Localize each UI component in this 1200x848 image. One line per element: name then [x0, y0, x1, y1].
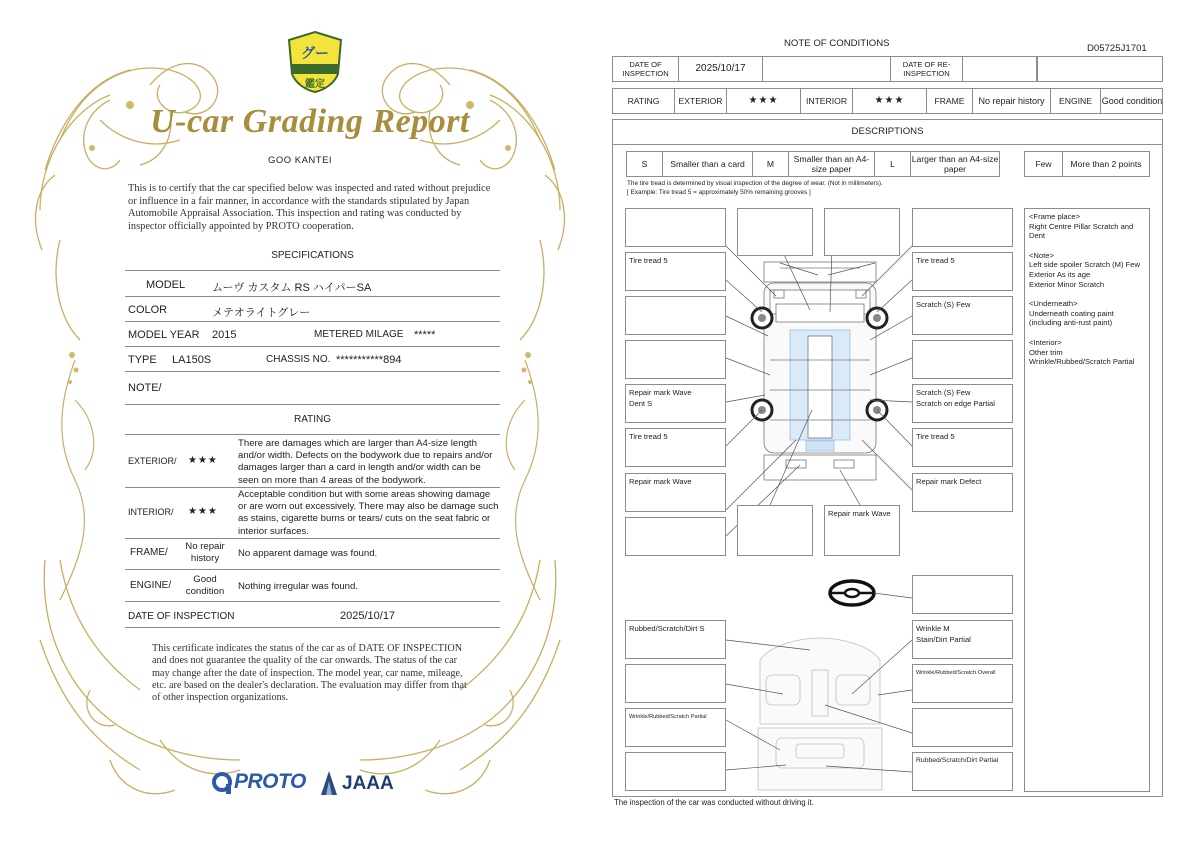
engine-label: ENGINE/: [130, 580, 172, 591]
note-text: Wrinkle/Rubbed/Scratch Overall: [916, 670, 996, 676]
frame-label: FRAME: [927, 89, 973, 113]
exterior-description: There are damages which are larger than A4-size length and/or width. Defects on the bodywork due to repairs and/or damages larger than a card in length and/or width can be seen on more than 4 areas of the bodywork.: [238, 438, 493, 486]
note-text: Repair mark Defect: [916, 477, 982, 486]
report-title: U-car Grading Report: [150, 103, 470, 140]
interior-note-box: [625, 708, 726, 747]
divider: [125, 270, 500, 271]
type-value: LA150S: [172, 354, 212, 366]
interior-stars: ★★★: [188, 506, 218, 517]
descriptions-heading: DESCRIPTIONS: [851, 126, 924, 137]
exterior-note-box: [625, 473, 726, 512]
exterior-note-box: [912, 384, 1013, 423]
engine-value: Good condition: [185, 574, 225, 597]
type-label: TYPE: [128, 354, 157, 366]
legend-s: S: [627, 152, 663, 176]
spacer: [1029, 328, 1145, 338]
proto-logo-icon: [212, 770, 234, 796]
note-text: Tire tread 5: [916, 432, 955, 441]
divider: [125, 601, 500, 602]
note-of-conditions: [600, 0, 1200, 848]
exterior-label: EXTERIOR: [675, 89, 727, 113]
noc-title: NOTE OF CONDITIONS: [784, 38, 890, 49]
notes-column: [1024, 208, 1150, 792]
interior-note-box: [912, 664, 1013, 703]
note-text-1: Left side spoiler Scratch (M) Few: [1029, 260, 1140, 270]
exterior-note-box: [912, 340, 1013, 379]
divider: [125, 627, 500, 628]
interior-note-box: [912, 752, 1013, 791]
interior-label: INTERIOR: [801, 89, 853, 113]
date-of-inspection-value: 2025/10/17: [679, 57, 763, 81]
divider: [125, 487, 500, 488]
interior-note-box: [625, 664, 726, 703]
interior-note-box: [912, 708, 1013, 747]
frame-place-text: Right Centre Pillar Scratch and Dent: [1029, 221, 1134, 241]
interior-text-1: Other trim: [1029, 347, 1063, 357]
note-text: Tire tread 5: [629, 256, 668, 265]
exterior-note-box: [824, 505, 900, 556]
engine-value: Good condition: [1101, 96, 1163, 106]
legend-few: Few: [1025, 152, 1063, 176]
divider: [125, 538, 500, 539]
exterior-label: EXTERIOR/: [128, 456, 177, 466]
note-text: Wrinkle M: [916, 624, 950, 633]
rating-heading: RATING: [293, 414, 332, 425]
note-text: Dent S: [629, 399, 653, 408]
note-heading: <Note>: [1029, 250, 1054, 260]
note-text: Repair mark Wave: [828, 509, 891, 518]
note-text: Scratch (S) Few: [916, 300, 971, 309]
interior-note-box: [625, 620, 726, 659]
exterior-note-box: [737, 208, 813, 256]
inspection-date-label: DATE OF INSPECTION: [128, 611, 235, 622]
specifications-heading: SPECIFICATIONS: [271, 250, 354, 261]
tire-note-1: The tire tread is determined by visual inspection of the degree of wear. (Not in millimeters).: [627, 180, 883, 187]
inspection-date-value: 2025/10/17: [340, 610, 396, 622]
exterior-stars: ★★★: [727, 89, 801, 113]
chassis-value: ***********894: [336, 354, 402, 366]
interior-text-2: Wrinkle/Rubbed/Scratch Partial: [1029, 357, 1135, 367]
badge-top-text: グー: [301, 45, 329, 61]
inspection-footer: The inspection of the car was conducted without driving it.: [614, 798, 814, 807]
divider: [125, 434, 500, 435]
document-id: D05725J1701: [1087, 43, 1147, 54]
exterior-note-box: [625, 384, 726, 423]
model-value: ムーヴ カスタム RS ハイパーSA: [212, 282, 372, 294]
frame-label: FRAME/: [130, 547, 168, 558]
spacer: [1029, 241, 1145, 251]
report-subtitle: GOO KANTEI: [267, 155, 333, 166]
legend-l: L: [875, 152, 911, 176]
legend-s-desc: Smaller than a card: [663, 152, 753, 176]
underneath-heading: <Underneath>: [1029, 299, 1078, 309]
exterior-note-box: [912, 296, 1013, 335]
engine-label: ENGINE: [1051, 89, 1101, 113]
note-text: Scratch on edge Partial: [916, 399, 995, 408]
interior-stars: ★★★: [853, 89, 927, 113]
reinspection-label: DATE OF RE-INSPECTION: [891, 57, 963, 81]
interior-note-box: [912, 620, 1013, 659]
divider: [125, 296, 500, 297]
model-label: MODEL: [146, 279, 186, 291]
note-text: Rubbed/Scratch/Dirt Partial: [916, 757, 999, 764]
note-text: Wrinkle/Rubbed/Scratch Partial: [629, 714, 707, 720]
exterior-note-box: [625, 296, 726, 335]
model-year-label: MODEL YEAR: [128, 329, 200, 341]
exterior-note-box: [912, 473, 1013, 512]
metered-mileage-label: METERED MILAGE: [314, 329, 404, 340]
divider: [125, 346, 500, 347]
note-text: Tire tread 5: [629, 432, 668, 441]
goo-kantei-badge-icon: [286, 30, 344, 94]
divider: [125, 569, 500, 570]
color-label: COLOR: [128, 304, 168, 316]
proto-logo-text: PROTO: [234, 770, 306, 793]
frame-value: No repair history: [973, 89, 1051, 113]
chassis-label: CHASSIS NO.: [266, 354, 331, 365]
legend-l-desc: Larger than an A4-size paper: [911, 154, 999, 174]
legend-few-desc: More than 2 points: [1070, 159, 1142, 169]
note-label: NOTE/: [128, 382, 162, 394]
frame-description: No apparent damage was found.: [238, 548, 378, 559]
note-text: Scratch (S) Few: [916, 388, 971, 397]
underneath-text: Underneath coating paint (including anti-rust paint): [1029, 308, 1114, 328]
exterior-note-box: [625, 252, 726, 291]
exterior-note-box: [737, 505, 813, 556]
interior-label: INTERIOR/: [128, 507, 174, 517]
divider: [125, 371, 500, 372]
note-text: Repair mark Wave: [629, 477, 692, 486]
engine-description: Nothing irregular was found.: [238, 581, 358, 592]
divider: [125, 404, 500, 405]
exterior-note-box: [824, 208, 900, 256]
jaaa-logo-text: JAAA: [342, 773, 394, 794]
note-text-3: Exterior Minor Scratch: [1029, 279, 1105, 289]
exterior-note-box: [625, 340, 726, 379]
note-text: Stain/Dirt Partial: [916, 635, 971, 644]
legend-m-desc: Smaller than an A4-size paper: [789, 152, 875, 176]
exterior-stars: ★★★: [188, 455, 218, 466]
exterior-note-box: [912, 252, 1013, 291]
frame-place-heading: <Frame place>: [1029, 212, 1081, 221]
note-text: Repair mark Wave: [629, 388, 692, 397]
exterior-note-box: [625, 208, 726, 247]
exterior-note-box: [912, 428, 1013, 467]
tire-note-2: [ Example: Tire tread 5 = approximately 50% remaining grooves ]: [627, 189, 811, 196]
certificate-footer-note: This certificate indicates the status of the car as of DATE OF INSPECTION and does not guarantee the quality of the car onwards. The status of the car may change after the date of inspection. The model year, car name, mileage, etc. are based on the dealer's declaration. The evaluation may differ from that of other inspection organizations.: [152, 643, 467, 704]
legend-m: M: [753, 152, 789, 176]
frame-value: No repair history: [185, 541, 225, 564]
exterior-note-box: [625, 517, 726, 556]
jaaa-logo-icon: [318, 769, 340, 797]
note-text: Tire tread 5: [916, 256, 955, 265]
interior-description: Acceptable condition but with some areas showing damage or are worn out excessively. There may also be damage such as stains, cigarette burns or tears/ cuts on the seat fabric or interior surfaces.: [238, 489, 499, 537]
rating-label: RATING: [613, 89, 675, 113]
interior-note-box: [625, 752, 726, 791]
color-value: メテオライトグレー: [212, 307, 311, 319]
metered-mileage-value: *****: [414, 329, 436, 341]
steering-wheel-icon: [830, 581, 912, 605]
date-of-inspection-label: DATE OF INSPECTION: [613, 57, 679, 81]
badge-bottom-text: 鑑定: [305, 79, 325, 90]
exterior-note-box: [912, 208, 1013, 247]
note-text: Rubbed/Scratch/Dirt S: [629, 624, 705, 633]
spacer: [1029, 289, 1145, 299]
model-year-value: 2015: [212, 329, 237, 341]
steering-note-box: [912, 575, 1013, 614]
certificate-intro: This is to certify that the car specified below was inspected and rated without prejudice or influence in a fair manner, in accordance with the standards stipulated by Japan Automobile Appraisal Association. This inspection and rating was conducted by inspector officially appointed by PROTO cooperation.: [128, 183, 491, 232]
divider: [125, 321, 500, 322]
exterior-note-box: [625, 428, 726, 467]
note-text-2: Exterior As its age: [1029, 269, 1091, 279]
car-interior-diagram-icon: [758, 638, 882, 790]
interior-heading: <Interior>: [1029, 337, 1062, 347]
